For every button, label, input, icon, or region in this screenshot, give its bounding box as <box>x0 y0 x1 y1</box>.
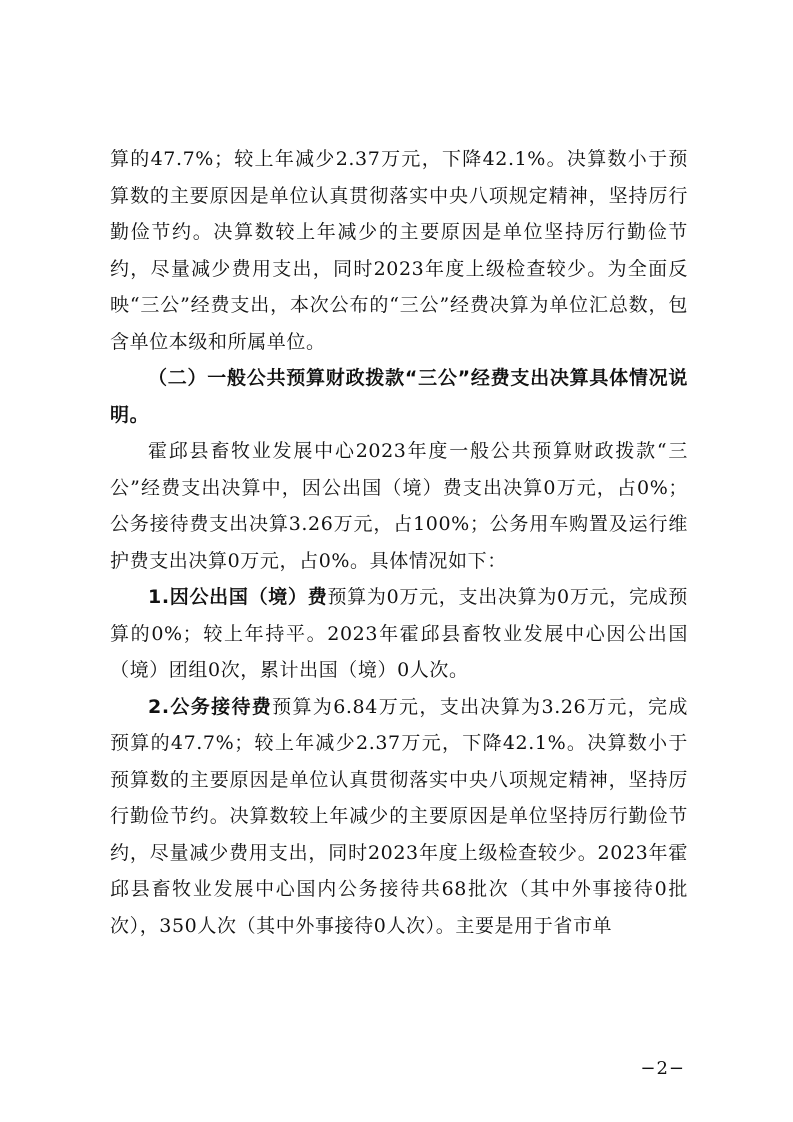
item-text-overseas-travel: 预算为0万元，支出决算为0万元，完成预算的0%；较上年持平。2023年霍邱县畜牧业发展中心因公出国（境）团组0次，累计出国（境）0人次。 <box>110 586 688 681</box>
paragraph-summary: 霍邱县畜牧业发展中心2023年度一般公共预算财政拨款“三公”经费支出决算中，因公出国（境）费支出决算0万元，占0%；公务接待费支出决算3.26万元，占100%；公务用车购置及运行维护费支出决算0万元，占0%。具体情况如下： <box>110 440 688 572</box>
item-label-overseas-travel: 1.因公出国（境）费 <box>148 586 328 608</box>
item-text-reception: 预算为6.84万元，支出决算为3.26万元，完成预算的47.7%；较上年减少2.37万元，下降42.1%。决算数小于预算数的主要原因是单位认真贯彻落实中央八项规定精神，坚持厉行勤俭节约。决算数较上年减少的主要原因是单位坚持厉行勤俭节约，尽量减少费用支出，同时2023年度上级检查较少。2023年霍邱县畜牧业发展中心国内公务接待共68批次（其中外事接待0批次），350人次（其中外事接待0人次）。主要是用于省市单 <box>110 695 689 937</box>
document-body <box>110 141 688 944</box>
section-heading: （二）一般公共预算财政拨款“三公”经费支出决算具体情况说明。 <box>110 367 688 426</box>
paragraph-reception <box>110 689 688 945</box>
item-label-reception: 2.公务接待费 <box>148 695 273 718</box>
paragraph-overseas-travel <box>110 579 688 689</box>
page-number: −2− <box>640 1058 685 1079</box>
paragraph-continuation: 算的47.7%；较上年减少2.37万元，下降42.1%。决算数小于预算数的主要原因是单位认真贯彻落实中央八项规定精神，坚持厉行勤俭节约。决算数较上年减少的主要原因是单位坚持厉行勤俭节约，尽量减少费用支出，同时2023年度上级检查较少。为全面反映“三公”经费支出，本次公布的“三公”经费决算为单位汇总数，包含单位本级和所属单位。 <box>110 148 688 353</box>
